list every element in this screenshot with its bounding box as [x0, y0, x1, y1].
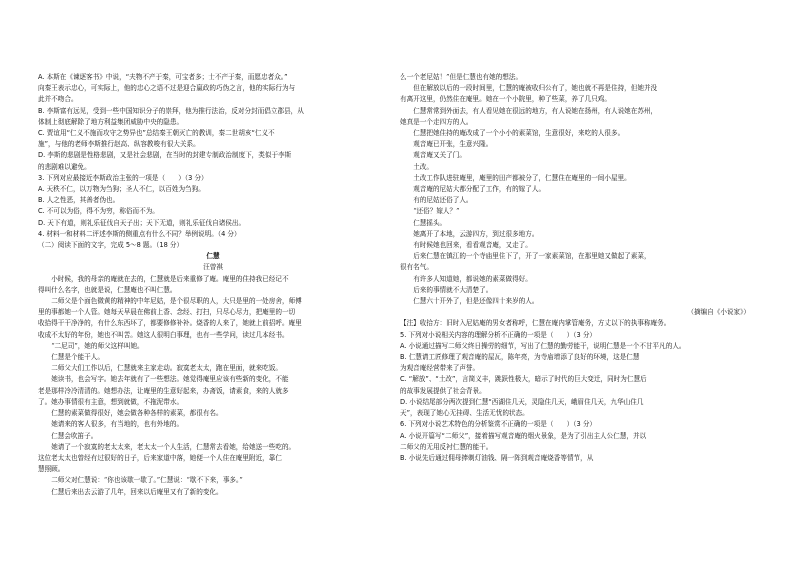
question-line: B. 仁慧请工匠修理了观音庵的屋瓦，陈年亮，为寺庙增添了良好的环境，这是仁慧	[400, 353, 640, 362]
story-line: 仁慧摇头。	[413, 218, 447, 227]
question-line: 的故事发展提供了社会背景。	[400, 386, 486, 395]
story-line: 仁慧会吹笛子。	[51, 431, 98, 440]
story-line: 二师父对仁慧说：“你也该歇一歇了。”仁慧说：“歇不下来，事多。”	[51, 476, 243, 485]
story-line: 后来的事情就不大清楚了。	[413, 285, 493, 294]
text-line: D. 李斯的悲剧是性格悲剧，又是社会悲剧，在当时的封建专制政治制度下，类似于李斯	[38, 151, 292, 160]
text-line: （二）阅读下面的文字，完成 5～8 题。（18 分）	[38, 241, 184, 250]
text-line: 此并不吻合。	[38, 95, 78, 104]
question-line: 5. 下列对小说相关内容的理解分析不正确的一项是（ ）（3 分）	[400, 330, 597, 339]
story-line: 土改。	[413, 162, 433, 171]
story-line: 但在解放以后的一段时间里，仁慧的庵被收归公有了，她也就不再是住持，但她并没	[413, 84, 658, 93]
question-line: C. “解放”、“土改”，言简义丰，跳跃性极大，暗示了时代的巨大变迁，同时为仁慧后	[400, 375, 647, 384]
story-body	[38, 274, 388, 498]
story-line: 仁慧把她住持的庵改成了一个小小的素菜馆，生意很好，来吃的人很多。	[413, 129, 625, 138]
text-line: B. 李斯富有远见，受到一些中国知识分子的崇拜，他为推行法治，反对分封而倡立郡县，从	[38, 106, 304, 115]
story-line: 收成不太好的年份，她也不叫苦。她这人很明白事理，也有一些学问，读过几本经书。	[38, 330, 289, 339]
text-line: 施”，与他的老师李斯推行赵高、纵容教唆有很大关系。	[38, 140, 200, 149]
question-line: 天”，表现了她心无挂碍、生活无忧的状态。	[400, 409, 529, 418]
left-question-block	[38, 72, 388, 251]
right-column	[400, 72, 750, 464]
story-line: 仁慧的素菜做得很好，她会做各种各样的素菜，都很有名。	[51, 409, 223, 418]
story-line: 后来仁慧在镇江的一个寺庙里住下了，开了一家素菜馆，在那里她又做起了素菜，	[413, 252, 651, 261]
story-line: 很有名气。	[400, 263, 433, 272]
question-line: 为观音庵经营带来了声誉。	[400, 364, 480, 373]
story-continued	[400, 72, 750, 318]
source-attribution: （摘编自《小说家》）	[687, 308, 750, 317]
question-line: D. 小说结尾部分两次提到仁慧“西湖住几天，灵隐住几天，峨眉住几天，九华山住几	[400, 397, 644, 406]
text-line: C. 不可以为俗，得不为穷，称俗而不为。	[38, 207, 159, 216]
story-line: “二尼司”，她的师父这样叫她。	[51, 341, 144, 350]
story-line: 了。她办事情很有主意，想到就做，不拖泥带水。	[38, 397, 184, 406]
story-line: 小时候，我的母亲的庵就在去的，仁慧就是后来重修了庵。庵里的住持我已经记不	[51, 274, 289, 283]
text-line: A. 本斯在《谏逐客书》中说，“夫物不产于秦，可宝者多；士不产于秦，而愿忠者众。”	[38, 73, 288, 81]
question-line: A. 小说通过描写二师父终日操劳的细节，写出了仁慧的勤劳能干，说明仁慧是一个不甘平凡的人。	[400, 341, 686, 350]
story-line: 仁慧常常到外面去，有人看见她在很远的地方，有人说她在扬州，有人说她在苏州，	[413, 106, 658, 115]
question-line: 6. 下列对小说艺术特色的分析鉴赏不正确的一项是（ ）（3 分）	[400, 420, 597, 429]
story-line: 有时候她也回来，看看观音庵，又走了。	[413, 241, 532, 250]
text-line: 体制上彻底解除了地方利益集团威胁中央的隐患。	[38, 117, 184, 126]
text-line: B. 人之性恶，其善者伪也。	[38, 196, 120, 205]
text-line: 向秦王表示忠心，可实际上，他的忠心之语不过是迎合嬴政的巧伪之言，他的实际行为与	[38, 84, 296, 93]
story-line: 有许多人知道她，都说她的素菜做得好。	[413, 274, 532, 283]
footnote: 【注】收拾方：旧时入尼姑庵的男女者称呼，仁慧在庵内掌管庵务，方丈以下的执事称庵务。	[400, 319, 671, 328]
question-line: 二师父的无用反衬仁慧的能干。	[400, 442, 493, 451]
story-line: 她请来的客人很多，有当地的，也有外地的。	[51, 420, 184, 429]
story-line: 她真是一个走四方的人。	[400, 117, 473, 126]
story-line: 二师父大们工作以后，仁慧就来主家走动。寂寞老太太，跑在里面，就来吃饭。	[51, 364, 282, 373]
text-line: 4. 材料一和材料二评述李斯的侧重点有什么不同？举例说明。（4 分）	[38, 229, 241, 238]
story-line: 二师父是个面色微黄的精神的中年尼姑，是个很尽职的人，大只是里的一处房舍，师傅	[51, 297, 302, 306]
story-line: 有离开这里，仍然住在庵里。她在一个小院里，种了些菜，养了几只鸡。	[400, 95, 611, 104]
story-line: 观音庵又关了门。	[413, 151, 466, 160]
question-line: B. 小说先后通过佣母捧剃灯油钱、隔一阵到观音庵烧香等情节，从	[400, 453, 594, 462]
story-line: 她读书，也会写字。她去年就有了一些想法。她觉得庵里应该有些新的变化，不能	[51, 375, 289, 384]
story-author: 汪曾祺	[203, 263, 223, 272]
text-line: C. 贾谊用“仁义不施而攻守之势异也”总结秦王朝灭亡的教训，秦二世胡亥“仁义不	[38, 129, 275, 138]
story-line: 仁慧是个能干人。	[51, 353, 104, 362]
story-line: 得叫什么名字，也就是说，仁慧庵也不叫仁慧。	[38, 285, 177, 294]
story-line: 她请了一个寂寞的老太太来，老太太一个人生活，仁慧常去看她，给她送一些吃的。	[51, 442, 296, 451]
text-line: 的悲剧难以避免。	[38, 162, 91, 171]
story-line: 有的尼姑还俗了人。	[413, 196, 473, 205]
story-line: 仁慧后来出去云游了几年，回来以后庵里又有了新的变化。	[51, 487, 223, 496]
story-line: 土改工作队进驻庵里，庵里的田产都被分了，仁慧住在庵里的一间小屋里。	[413, 173, 631, 182]
story-line: 慧照顾。	[38, 465, 65, 474]
story-line: 观音庵已开张，生意兴隆。	[413, 140, 493, 149]
story-line: 这位老太太也曾经有过很好的日子，后来家道中落，她便一个人住在庵里附近，靠仁	[38, 453, 282, 462]
story-line: 收拾得干干净净的，有什么东西坏了，都要修修补补。烧香的人来了，她就上前招呼。庵里	[38, 319, 302, 328]
text-line: D. 天下有道，则礼乐征伐自天子出；天下无道，则礼乐征伐自诸侯出。	[38, 218, 246, 227]
story-line: 观音庵的尼姑大都分配了工作，有的嫁了人。	[413, 185, 546, 194]
story-title: 仁慧	[206, 252, 220, 261]
left-column	[38, 72, 388, 498]
story-line: 里的事都她一个人管。她每天早晨在佛前上香、念经、打扫，只尽心尽力，把庵里的一切	[38, 308, 296, 317]
question-line: A. 小说开篇写“二师父”，接着描写观音庵的烟火景象，是为了引出主人公仁慧，并以	[400, 431, 647, 440]
text-line: A. 天秩不仁，以万物为刍狗；圣人不仁，以百姓为刍狗。	[38, 185, 205, 194]
story-line: 仁慧六十开外了，但是还像四十来岁的人。	[413, 297, 539, 306]
story-line: 么一个老尼姑！”但是仁慧也有她的想法。	[400, 73, 523, 81]
story-line: 老是那样冷冷清清的。她想办法，让庵里的生意好起来，办斋饭，请素食，来的人就多	[38, 386, 289, 395]
story-line: 她离开了本地，云游四方，到过很多地方。	[413, 229, 539, 238]
questions-block	[400, 330, 750, 464]
text-line: 3. 下列对应最接近李斯政治主张的一项是（ ）（3 分）	[38, 173, 208, 182]
story-line: “还俗？嫁人？”	[413, 207, 460, 216]
